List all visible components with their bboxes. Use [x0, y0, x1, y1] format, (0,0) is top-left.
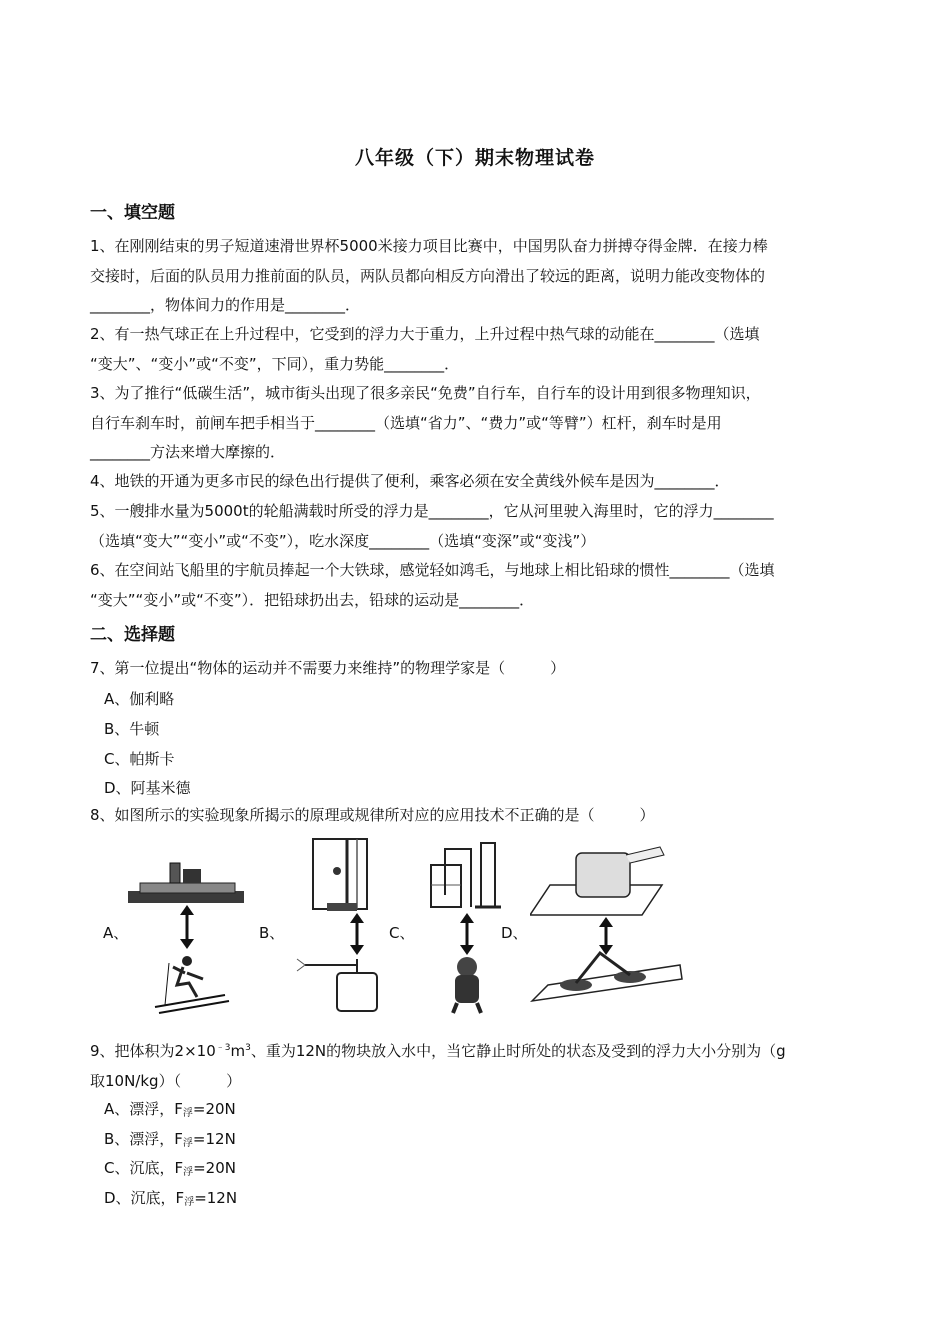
question-8-line-1: 8、如图所示的实验现象所揭示的原理或规律所对应的应用技术不正确的是（ ）	[90, 806, 655, 824]
question-9-exponent-1: ﹣3	[215, 1043, 231, 1053]
option-a-text: A、漂浮，F	[104, 1100, 183, 1118]
question-2	[90, 320, 865, 379]
figure-c-liquid-pressure	[415, 835, 515, 1015]
question-9-option-a	[104, 1098, 236, 1119]
question-3-line-1: 3、为了推行“低碳生活”，城市街头出现了很多亲民“免费”自行车，自行车的设计用到很多物理知识，	[90, 384, 761, 402]
question-7-option-a: A、伽利略	[104, 690, 175, 708]
question-7-option-b: B、牛顿	[104, 720, 160, 738]
question-4-line-1: 4、地铁的开通为更多市民的绿色出行提供了便利，乘客必须在安全黄线外候车是因为________．	[90, 472, 730, 490]
question-9-exponent-2: 3	[245, 1043, 251, 1053]
figure-label-c: C、	[389, 924, 415, 942]
question-9-stem-a: 9、把体积为2×10	[90, 1042, 216, 1060]
question-2-line-2: “变大”、“变小”或“不变”，下同），重力势能________．	[90, 354, 460, 373]
question-2-line-1: 2、有一热气球正在上升过程中，它受到的浮力大于重力，上升过程中热气球的动能在________（选填	[90, 325, 760, 343]
section-fill-heading: 一、填空题	[90, 203, 175, 223]
question-5-line-2: （选填“变大”“变小”或“不变”），吃水深度________（选填“变深”或“变浅”）	[90, 531, 596, 550]
question-6-line-1: 6、在空间站飞船里的宇航员捧起一个大铁球，感觉轻如鸿毛，与地球上相比铅球的惯性________（选填	[90, 561, 775, 579]
option-c-value: =20N	[193, 1159, 236, 1177]
question-4	[90, 467, 865, 497]
question-7-stem	[90, 654, 865, 684]
question-9-line-1	[90, 1034, 865, 1067]
option-c-text: C、沉底，F	[104, 1159, 184, 1177]
question-1-line-3: ________，物体间力的作用是________．	[90, 296, 361, 314]
question-7-option-c: C、帕斯卡	[104, 750, 175, 768]
question-7-option-d: D、阿基米德	[104, 779, 191, 797]
question-9-stem	[90, 1034, 865, 1096]
question-9-option-c	[104, 1157, 236, 1178]
figure-b-atomizer	[295, 835, 395, 1015]
question-9-option-b	[104, 1128, 236, 1149]
question-9-line-2: 取10N/kg）（ ）	[90, 1071, 242, 1090]
question-6-line-2: “变大”“变小”或“不变”）．把铅球扔出去，铅球的运动是________．	[90, 590, 535, 609]
option-d-text: D、沉底，F	[104, 1189, 185, 1207]
option-c-subscript: 浮	[183, 1167, 194, 1178]
figure-label-b: B、	[259, 924, 285, 942]
question-9-stem-b: m	[230, 1042, 246, 1060]
question-9-stem-c: 、重为12N的物块放入水中，当它静止时所处的状态及受到的浮力大小分别为（g	[250, 1042, 786, 1060]
figure-a-pressure-skiing	[125, 855, 250, 1015]
option-d-subscript: 浮	[184, 1197, 195, 1208]
question-1	[90, 232, 865, 321]
page-title: 八年级（下）期末物理试卷	[354, 147, 595, 169]
option-a-value: =20N	[192, 1100, 236, 1118]
option-b-subscript: 浮	[182, 1138, 193, 1149]
question-3	[90, 379, 865, 468]
option-d-value: =12N	[194, 1189, 238, 1207]
question-5-line-1: 5、一艘排水量为5000t的轮船满载时所受的浮力是________，它从河里驶入海里时，它的浮力________	[90, 502, 774, 520]
option-b-text: B、漂浮，F	[104, 1130, 183, 1148]
figure-d-atmospheric-pressure	[530, 845, 690, 1015]
question-6	[90, 556, 865, 615]
question-8-stem	[90, 801, 865, 831]
option-a-subscript: 浮	[182, 1108, 193, 1119]
question-5	[90, 497, 865, 556]
figure-label-a: A、	[103, 924, 129, 942]
figure-label-d: D、	[501, 924, 528, 942]
question-7-line-1: 7、第一位提出“物体的运动并不需要力来维持”的物理学家是（ ）	[90, 659, 566, 677]
question-1-line-1: 1、在刚刚结束的男子短道速滑世界杯5000米接力项目比赛中，中国男队奋力拼搏夺得金牌．在接力棒	[90, 237, 768, 255]
question-9-option-d	[104, 1187, 237, 1208]
question-3-line-2: 自行车刹车时，前闸车把手相当于________（选填“省力”、“费力”或“等臂”）杠杆，刹车时是用	[90, 413, 722, 432]
section-choice-heading: 二、选择题	[90, 625, 175, 645]
question-3-line-3: ________方法来增大摩擦的．	[90, 443, 286, 461]
option-b-value: =12N	[192, 1130, 236, 1148]
question-1-line-2: 交接时，后面的队员用力推前面的队员，两队员都向相反方向滑出了较远的距离，说明力能改变物体的	[90, 266, 766, 285]
